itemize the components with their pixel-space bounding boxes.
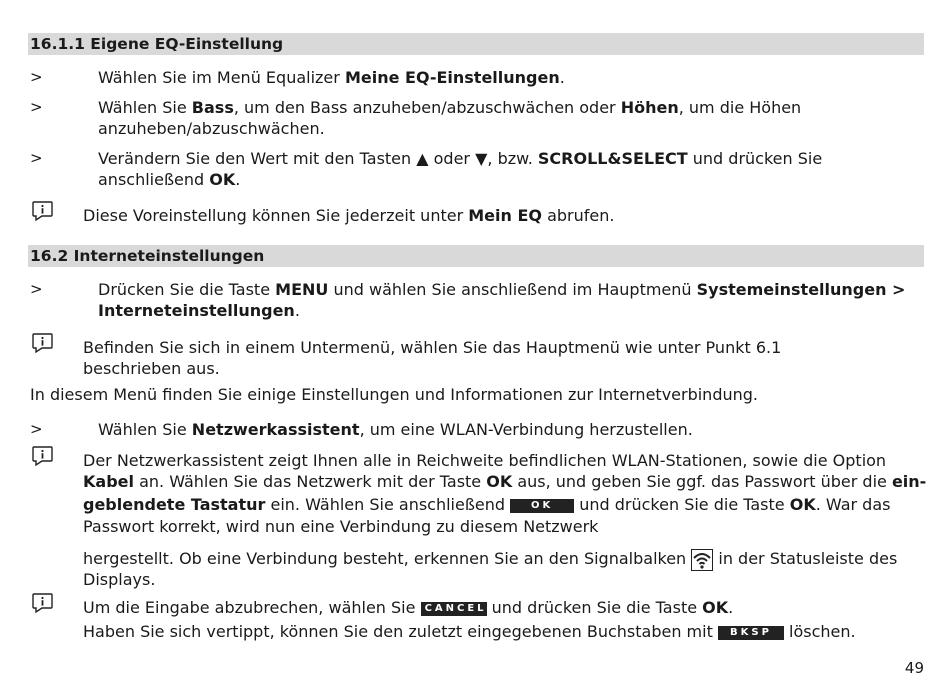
note-text: Befinden Sie sich in einem Untermenü, wählen Sie das Hauptmenü wie unter Punkt 6.1: [83, 338, 782, 357]
info-note-icon: [31, 200, 54, 222]
bullet-text: Drücken Sie die Taste MENU und wählen Sie anschließend im Hauptmenü Systemeinstellungen >: [98, 280, 906, 299]
bullet-arrow: >: [30, 280, 43, 298]
bullet-text: Wählen Sie Netzwerkassistent, um eine WLAN-Verbindung herzustellen.: [98, 420, 693, 439]
signal-bars-icon: [691, 549, 713, 571]
note-text: Diese Voreinstellung können Sie jederzeit unter Mein EQ abrufen.: [83, 206, 615, 225]
info-note-icon: [31, 445, 54, 467]
paragraph-text: In diesem Menü finden Sie einige Einstellungen und Informationen zur Internetverbindung.: [30, 385, 758, 404]
note-text: Der Netzwerkassistent zeigt Ihnen alle in Reichweite befindlichen WLAN-Stationen, sowie die Option: [83, 451, 887, 470]
cancel-softkey-icon: CANCEL: [421, 602, 487, 616]
note-text-cont: hergestellt. Ob eine Verbindung besteht, erkennen Sie an den Signalbalken in der Statusleiste des: [83, 548, 897, 571]
note-text-cont: Displays.: [83, 570, 156, 589]
bullet-text: Verändern Sie den Wert mit den Tasten ▲ oder ▼, bzw. SCROLL&SELECT und drücken Sie: [98, 149, 823, 168]
note-text-cont: Haben Sie sich vertippt, können Sie den zuletzt eingegebenen Buchstaben mit BKSP löschen.: [83, 622, 856, 641]
bullet-arrow: >: [30, 420, 43, 438]
bullet-text: Wählen Sie Bass, um den Bass anzuheben/abzuschwächen oder Höhen, um die Höhen: [98, 98, 802, 117]
note-text-cont: geblendete Tastatur ein. Wählen Sie anschließend OK und drücken Sie die Taste OK. War das: [83, 495, 891, 514]
bksp-softkey-icon: BKSP: [718, 626, 784, 640]
ok-softkey-icon: OK: [510, 499, 574, 513]
note-text: Um die Eingabe abzubrechen, wählen Sie CANCEL und drücken Sie die Taste OK.: [83, 598, 734, 617]
section-heading-eq: 16.1.1 Eigene EQ-Einstellung: [28, 33, 924, 55]
bullet-arrow: >: [30, 98, 43, 116]
page-number: 49: [904, 659, 924, 677]
note-text-cont: beschrieben aus.: [83, 359, 220, 378]
bullet-text-cont: Interneteinstellungen.: [98, 301, 300, 320]
bullet-text-cont: anschließend OK.: [98, 170, 241, 189]
bullet-arrow: >: [30, 68, 43, 86]
note-text-cont: Kabel an. Wählen Sie das Netzwerk mit der Taste OK aus, und geben Sie ggf. das Passwort über die ein-: [83, 472, 927, 491]
bullet-text-cont: anzuheben/abzuschwächen.: [98, 119, 325, 138]
info-note-icon: [31, 592, 54, 614]
section-heading-internet: 16.2 Interneteinstellungen: [28, 245, 924, 267]
bullet-arrow: >: [30, 149, 43, 167]
bullet-text: Wählen Sie im Menü Equalizer Meine EQ-Einstellungen.: [98, 68, 565, 87]
info-note-icon: [31, 332, 54, 354]
note-text-cont: Passwort korrekt, wird nun eine Verbindung zu diesem Netzwerk: [83, 517, 599, 536]
